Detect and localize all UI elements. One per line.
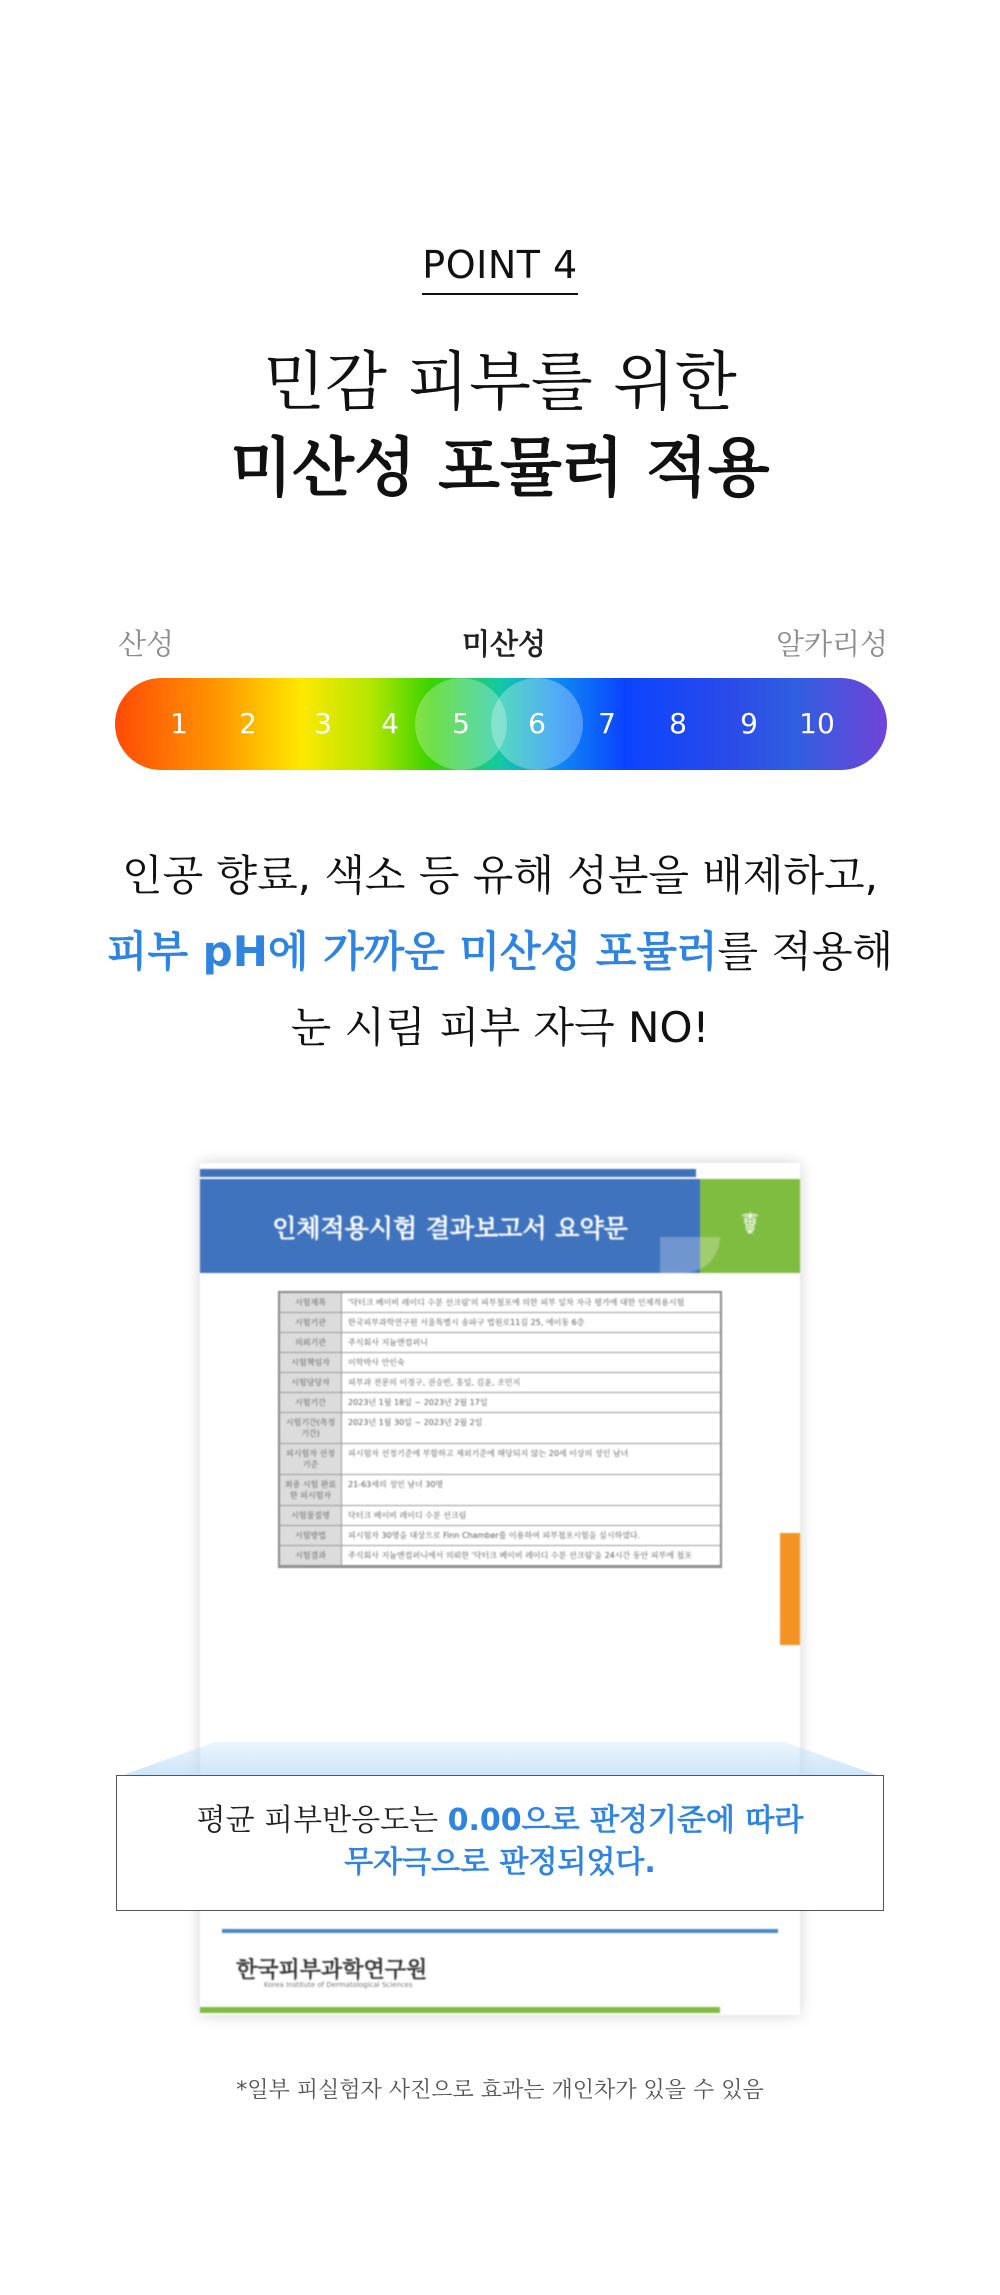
acid-label: 산성 <box>118 627 175 661</box>
description-line2-rest: 를 적용해 <box>717 927 894 976</box>
report-bottom-line <box>200 2007 720 2013</box>
table-row <box>280 1526 720 1546</box>
headline-line2: 미산성 포뮬러 적용 <box>230 432 770 506</box>
report-footer-line <box>222 1929 778 1933</box>
description-line3: 눈 시림 피부 자극 NO! <box>290 1003 710 1052</box>
row-value: 주식회사 지늄엔컴퍼니 <box>348 1338 428 1347</box>
result-callout <box>116 1775 884 1911</box>
point-label <box>0 243 1000 295</box>
table-row <box>280 1393 720 1413</box>
row-value: 닥터크 베이비 레이디 수분 선크림 <box>348 1511 467 1520</box>
row-value: 피시험자 30명을 대상으로 Finn Chamber를 이용하여 피부첩포시험을 실시하였다. <box>348 1531 641 1540</box>
row-value: 피부과 전문의 이경구, 권승빈, 홍일, 김윤, 조민지 <box>348 1378 521 1387</box>
ph-scale-labels <box>118 622 888 662</box>
table-row <box>280 1413 720 1444</box>
row-key: 시험기간 <box>280 1393 342 1412</box>
disclaimer-note: *일부 피실험자 사진으로 효과는 개인차가 있을 수 있음 <box>236 2078 764 2103</box>
table-row <box>280 1506 720 1526</box>
row-key: 시험기간(측정기간) <box>280 1413 342 1443</box>
table-row <box>280 1333 720 1353</box>
report-orange-tab <box>780 1533 800 1645</box>
headline-line1: 민감 피부를 위한 <box>263 346 737 420</box>
table-row <box>280 1373 720 1393</box>
table-row <box>280 1444 720 1475</box>
weak-acid-label: 미산성 <box>462 627 547 661</box>
table-row <box>280 1546 720 1566</box>
ph-number-4: 4 <box>381 707 399 740</box>
description-accent: 피부 pH에 가까운 미산성 포뮬러 <box>106 927 718 976</box>
table-row <box>280 1313 720 1333</box>
ph-number-7: 7 <box>598 707 616 740</box>
row-key: 시험결과 <box>280 1546 342 1565</box>
alkaline-label: 알카리성 <box>775 627 888 661</box>
row-key: 시험방법 <box>280 1526 342 1545</box>
table-row <box>280 1293 720 1313</box>
row-value: 21-63세의 성인 남녀 30명 <box>348 1480 444 1489</box>
row-value: 한국피부과학연구원 서울특별시 송파구 법원로11길 25, 에이동 6층 <box>348 1318 585 1327</box>
ph-number-8: 8 <box>669 707 687 740</box>
callout-line1-plain: 평균 피부반응도는 <box>196 1803 448 1838</box>
description <box>0 838 1000 1066</box>
row-key: 시험제목 <box>280 1293 342 1312</box>
callout-line1 <box>117 1800 883 1842</box>
headline <box>0 340 1000 512</box>
report-title: 인체적용시험 결과보고서 요약문 <box>272 1214 628 1243</box>
dna-logo-icon: ☤ <box>739 1207 761 1242</box>
row-value: '닥터크 베이비 레이디 수분 선크림'의 피부첨포에 의한 피부 일차 자극 평가에 대한 인체적용시험 <box>348 1298 685 1307</box>
row-key: 최종 시험 완료한 피시험자 <box>280 1475 342 1505</box>
description-line2 <box>0 914 1000 990</box>
row-key: 의뢰기관 <box>280 1333 342 1352</box>
row-value: 주식회사 지늄엔컴퍼니에서 의뢰한 '닥터크 베이비 레이디 수분 선크림'을 24시간 동안 피부에 첩포 <box>348 1551 692 1560</box>
table-row <box>280 1475 720 1506</box>
ph-number-2: 2 <box>239 707 257 740</box>
row-key: 시험책임자 <box>280 1353 342 1372</box>
row-value: 2023년 1월 18일 ~ 2023년 2월 17일 <box>348 1398 488 1407</box>
row-value: 2023년 1월 30일 ~ 2023년 2월 2일 <box>348 1418 483 1427</box>
table-row <box>280 1353 720 1373</box>
ph-number-9: 9 <box>740 707 758 740</box>
callout-highlight-cone <box>115 1742 885 1778</box>
ph-scale-bar <box>115 678 887 770</box>
row-key: 피시험자 선정기준 <box>280 1444 342 1474</box>
row-key: 시험기관 <box>280 1313 342 1332</box>
ph-number-3: 3 <box>314 707 332 740</box>
description-line1: 인공 향료, 색소 등 유해 성분을 배제하고, <box>122 851 878 900</box>
ph-number-5: 5 <box>452 707 470 740</box>
institute-logo-en: Korea Institute of Dermatological Sciences <box>264 1981 413 1989</box>
row-value: 이학박사 안인숙 <box>348 1358 405 1367</box>
report-header <box>200 1179 800 1273</box>
institute-logo: 한국피부과학연구원 <box>236 1958 428 1983</box>
report-top-line <box>200 1169 696 1177</box>
ph-number-1: 1 <box>170 707 188 740</box>
point-label-text: POINT 4 <box>422 243 577 295</box>
callout-line1-accent: 0.00으로 판정기준에 따라 <box>447 1803 804 1838</box>
report-table <box>278 1291 722 1568</box>
callout-line2: 무자극으로 판정되었다. <box>344 1845 656 1880</box>
ph-number-10: 10 <box>799 707 835 740</box>
ph-number-6: 6 <box>528 707 546 740</box>
row-key: 시험물질명 <box>280 1506 342 1525</box>
row-value: 피시험자 선정기준에 부합하고 제외기준에 해당되지 않는 20세 이상의 성인 남녀 <box>348 1449 629 1458</box>
row-key: 시험담당자 <box>280 1373 342 1392</box>
